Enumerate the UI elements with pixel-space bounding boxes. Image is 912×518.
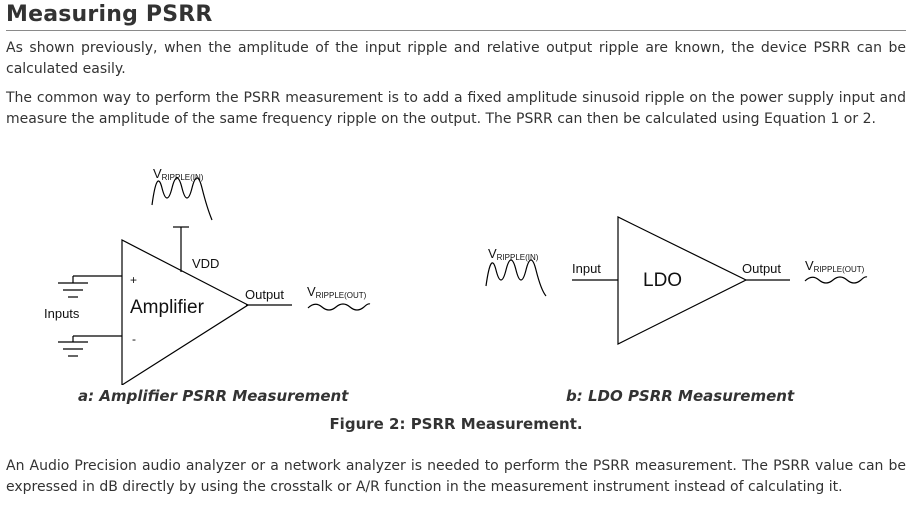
ripple-out-label-a: VRIPPLE(OUT) <box>307 284 367 300</box>
caption-amplifier: a: Amplifier PSRR Measurement <box>78 387 349 405</box>
amplifier-diagram <box>44 166 370 385</box>
amplifier-label: Amplifier <box>130 297 204 318</box>
ldo-diagram <box>486 217 867 344</box>
figure-caption: Figure 2: PSRR Measurement. <box>329 415 583 433</box>
inputs-label: Inputs <box>44 306 80 321</box>
paragraph-analyzer: An Audio Precision audio analyzer or a network analyzer is needed to perform the PSRR measurement. The PSRR value can be expressed in dB directly by using the crosstalk or A/R function in the measurement instrument instead of calculating it. <box>6 458 906 495</box>
psrr-figure <box>0 160 912 385</box>
plus-sign: + <box>130 273 138 287</box>
minus-sign: - <box>132 332 136 346</box>
section-heading: Measuring PSRR <box>6 2 906 31</box>
vdd-label: VDD <box>192 256 220 271</box>
ripple-in-label-b: VRIPPLE(IN) <box>488 246 539 262</box>
ripple-in-wave-a <box>152 178 212 220</box>
output-label-b: Output <box>742 261 782 276</box>
input-label-b: Input <box>572 261 601 276</box>
ripple-in-label-a: VRIPPLE(IN) <box>153 166 204 182</box>
ldo-label: LDO <box>643 270 683 291</box>
paragraph-intro: As shown previously, when the amplitude of the input ripple and relative output ripple are known, the device PSRR can be calculated easily. <box>6 40 906 77</box>
caption-ldo: b: LDO PSRR Measurement <box>566 387 795 405</box>
ripple-out-label-b: VRIPPLE(OUT) <box>805 258 865 274</box>
ripple-out-wave-a <box>308 304 370 310</box>
output-label-a: Output <box>245 287 285 302</box>
ripple-out-wave-b <box>805 277 867 283</box>
paragraph-method: The common way to perform the PSRR measurement is to add a fixed amplitude sinusoid ripple on the power supply input and measure the amplitude of the same frequency ripple on the output. The PSRR can then be calculated using Equation 1 or 2. <box>6 90 906 127</box>
ripple-in-wave-b <box>486 260 546 296</box>
